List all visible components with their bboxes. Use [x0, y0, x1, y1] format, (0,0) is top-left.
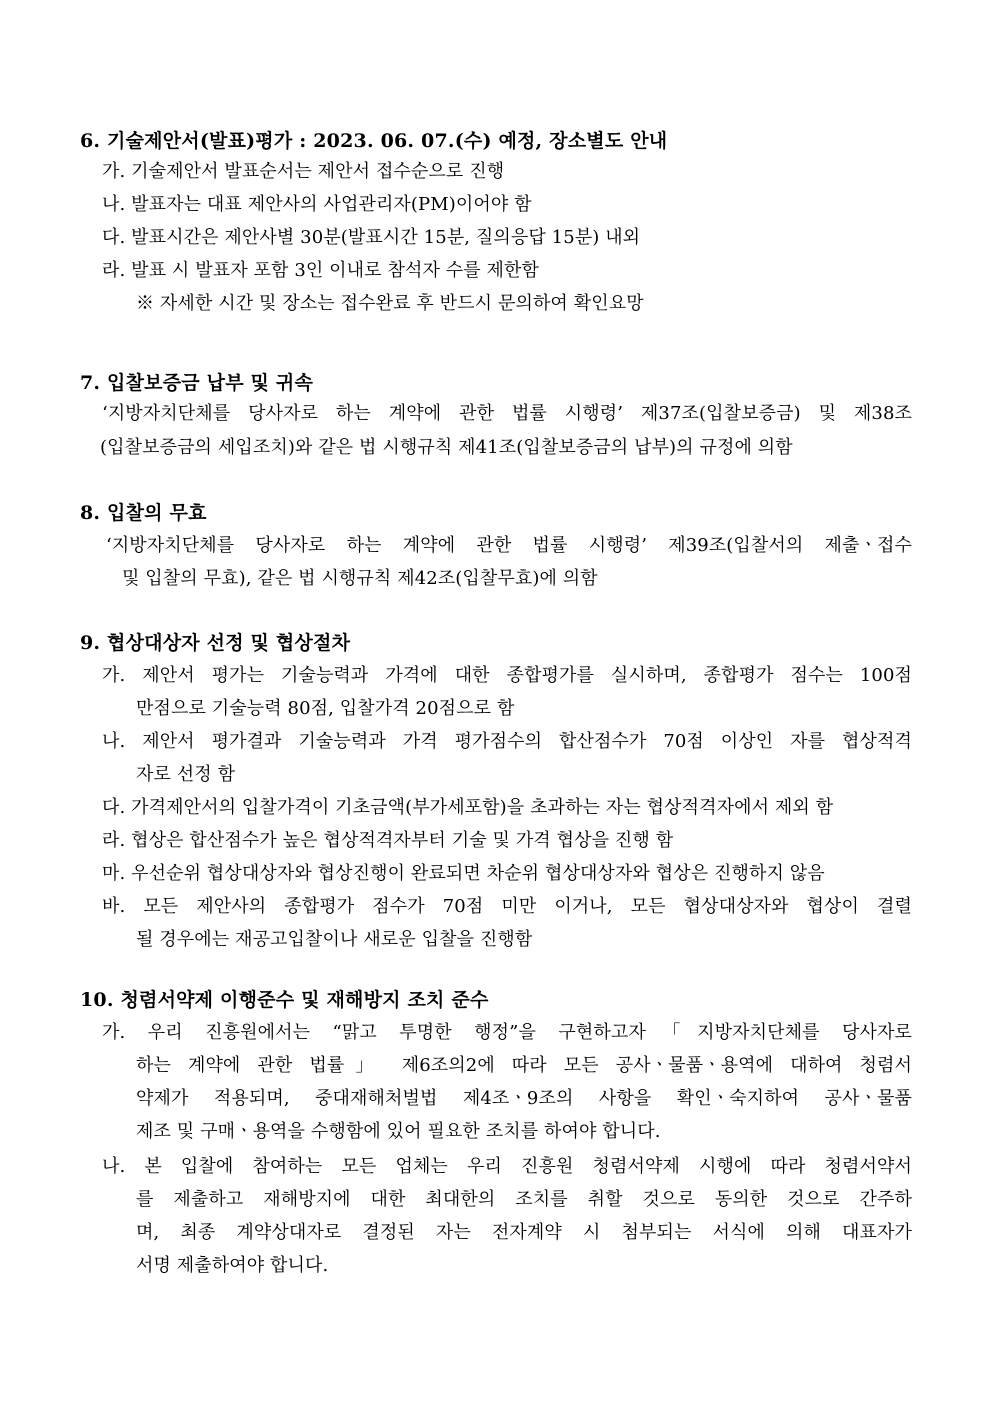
- section-10-item-ga-4: 제조 및 구매ㆍ용역을 수행함에 있어 필요한 조치를 하여야 합니다.: [136, 1121, 661, 1142]
- section-6-heading: 6. 기술제안서(발표)평가 : 2023. 06. 07.(수) 예정, 장소별도 안내: [80, 130, 668, 152]
- section-7-line-1: ‘지방자치단체를 당사자로 하는 계약에 관한 법률 시행령’ 제37조(입찰보증금) 및 제38조: [102, 403, 912, 424]
- section-9-heading: 9. 협상대상자 선정 및 협상절차: [80, 632, 351, 654]
- section-7-heading: 7. 입찰보증금 납부 및 귀속: [80, 372, 314, 394]
- section-9-item-ma: 마. 우선순위 협상대상자와 협상진행이 완료되면 차순위 협상대상자와 협상은 진행하지 않음: [102, 863, 825, 884]
- section-8-line-2: 및 입찰의 무효), 같은 법 시행규칙 제42조(입찰무효)에 의함: [122, 568, 598, 589]
- section-9-item-da: 다. 가격제안서의 입찰가격이 기초금액(부가세포함)을 초과하는 자는 협상적격자에서 제외 함: [102, 797, 834, 818]
- section-6-item-da: 다. 발표시간은 제안사별 30분(발표시간 15분, 질의응답 15분) 내외: [102, 227, 641, 248]
- section-6-item-na: 나. 발표자는 대표 제안사의 사업관리자(PM)이어야 함: [102, 194, 532, 215]
- section-9-item-na: 나. 제안서 평가결과 기술능력과 가격 평가점수의 합산점수가 70점 이상인 자를 협상적격: [102, 731, 912, 752]
- section-9-item-ga-cont: 만점으로 기술능력 80점, 입찰가격 20점으로 함: [136, 698, 515, 719]
- section-10-item-na-4: 서명 제출하여야 합니다.: [136, 1255, 329, 1276]
- section-7-line-2: (입찰보증금의 세입조치)와 같은 법 시행규칙 제41조(입찰보증금의 납부)의 규정에 의함: [100, 437, 793, 458]
- section-9-item-na-cont: 자로 선정 함: [136, 764, 236, 785]
- section-9-item-ga: 가. 제안서 평가는 기술능력과 가격에 대한 종합평가를 실시하며, 종합평가 점수는 100점: [102, 665, 912, 686]
- section-10-item-ga-1: 가. 우리 진흥원에서는 “맑고 투명한 행정”을 구현하고자「지방자치단체를 당사자로: [102, 1022, 912, 1043]
- section-6-note: ※ 자세한 시간 및 장소는 접수완료 후 반드시 문의하여 확인요망: [136, 293, 644, 314]
- section-10-item-ga-3: 약제가 적용되며, 중대재해처벌법 제4조ㆍ9조의 사항을 확인ㆍ숙지하여 공사ㆍ물품: [136, 1088, 912, 1109]
- section-6-item-ra: 라. 발표 시 발표자 포함 3인 이내로 참석자 수를 제한함: [102, 260, 540, 281]
- section-6-item-ga: 가. 기술제안서 발표순서는 제안서 접수순으로 진행: [102, 161, 505, 182]
- section-10-heading: 10. 청렴서약제 이행준수 및 재해방지 조치 준수: [80, 989, 489, 1011]
- section-8-line-1: ‘지방자치단체를 당사자로 하는 계약에 관한 법률 시행령’ 제39조(입찰서의 제출ㆍ접수: [106, 535, 912, 556]
- section-9-item-ra: 라. 협상은 합산점수가 높은 협상적격자부터 기술 및 가격 협상을 진행 함: [102, 830, 674, 851]
- section-10-item-na-3: 며, 최종 계약상대자로 결정된 자는 전자계약 시 첨부되는 서식에 의해 대표자가: [136, 1222, 912, 1243]
- section-10-item-ga-2: 하는 계약에 관한 법률」 제6조의2에 따라 모든 공사ㆍ물품ㆍ용역에 대하여 청렴서: [136, 1055, 912, 1076]
- section-10-item-na-1: 나. 본 입찰에 참여하는 모든 업체는 우리 진흥원 청렴서약제 시행에 따라 청렴서약서: [102, 1156, 912, 1177]
- section-10-item-na-2: 를 제출하고 재해방지에 대한 최대한의 조치를 취할 것으로 동의한 것으로 간주하: [136, 1189, 912, 1210]
- section-9-item-ba-cont: 될 경우에는 재공고입찰이나 새로운 입찰을 진행함: [136, 929, 533, 950]
- section-9-item-ba: 바. 모든 제안사의 종합평가 점수가 70점 미만 이거나, 모든 협상대상자와 협상이 결렬: [102, 896, 912, 917]
- section-8-heading: 8. 입찰의 무효: [80, 502, 207, 524]
